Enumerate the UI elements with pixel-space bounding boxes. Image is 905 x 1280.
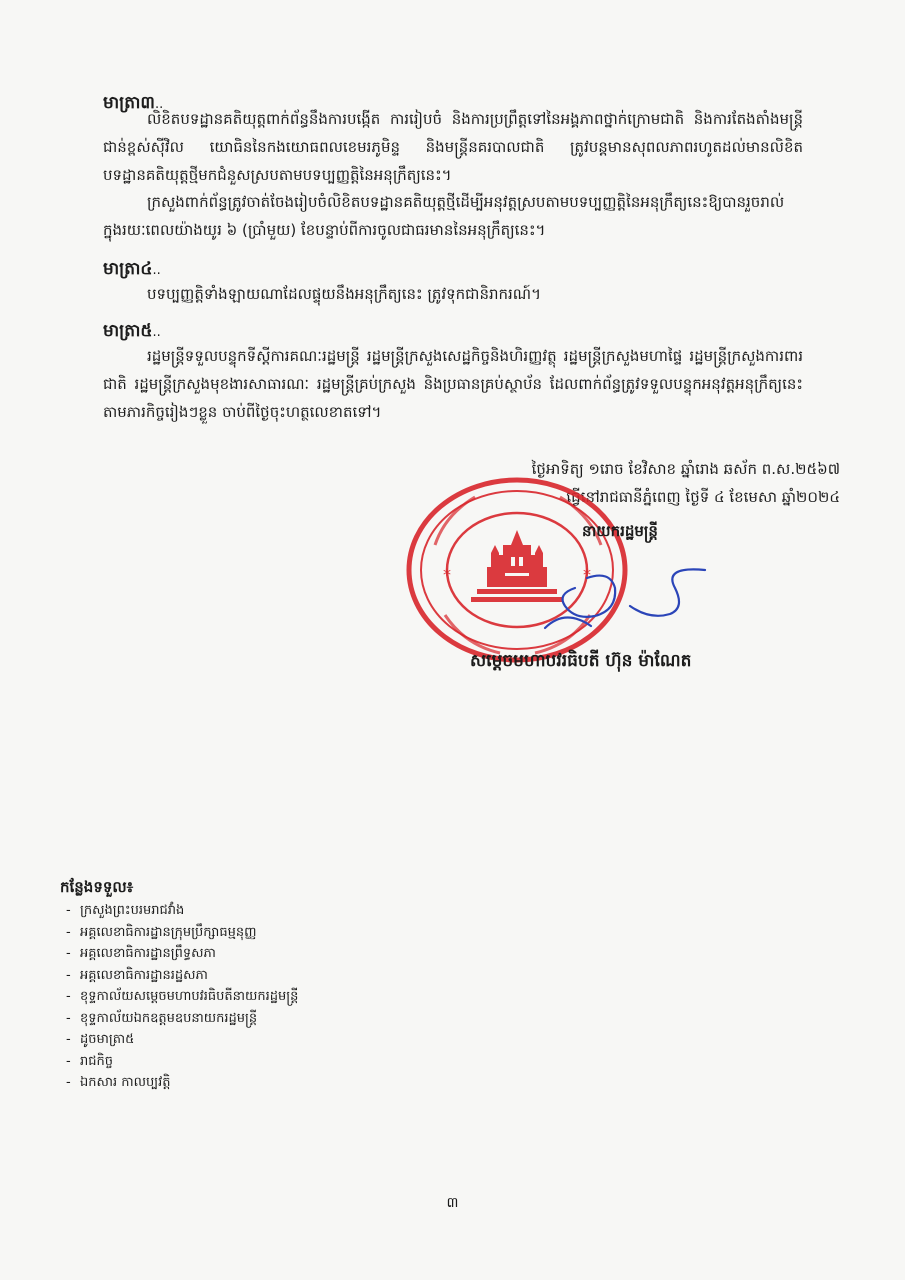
list-item: - ខុទ្ទកាល័យឯកឧត្តមឧបនាយករដ្ឋមន្ត្រី [66,1010,258,1026]
list-item: - អគ្គលេខាធិការដ្ឋានព្រឹទ្ធសភា [66,946,216,961]
article-3-paragraph-1: លិខិតបទដ្ឋានគតិយុត្តពាក់ព័ន្ធនឹងការបង្កើត ការរៀបចំ និងការប្រព្រឹត្តទៅនៃអង្គភាពថ្នាក់ក្រោមជាតិ និងការតែងតាំងមន្ត្រីជាន់ខ្ពស់ស៊ីវិល យោធិននៃកងយោធពលខេមរភូមិន្ទ និងមន្ត្រីនគរបាលជាតិ ត្រូវបន្តមានសុពលភាពរហូតដល់មានលិខិតបទដ្ឋានគតិយុត្តថ្មីមកជំនួសស្របតាមបទប្បញ្ញត្តិនៃអនុក្រឹត្យនេះ។ [103,110,803,184]
recipients-title: កន្លែងទទួល៖ [60,878,134,896]
list-item: - ឯកសារ កាលប្បវត្តិ [66,1075,171,1090]
article-5-paragraph-1: រដ្ឋមន្ត្រីទទួលបន្ទុកទីស្តីការគណៈរដ្ឋមន្ត្រី រដ្ឋមន្ត្រីក្រសួងសេដ្ឋកិច្ចនិងហិរញ្ញវត្ថុ រដ្ឋមន្ត្រីក្រសួងមហាផ្ទៃ រដ្ឋមន្ត្រីក្រសួងការពារជាតិ រដ្ឋមន្ត្រីក្រសួងមុខងារសាធារណៈ រដ្ឋមន្ត្រីគ្រប់ក្រសួង និងប្រធានគ្រប់ស្ថាប័ន ដែលពាក់ព័ន្ធត្រូវទទួលបន្ទុកអនុវត្តអនុក្រឹត្យនេះ តាមភារកិច្ចរៀងៗខ្លួន ចាប់ពីថ្ងៃចុះហត្ថលេខាតទៅ។ [103,347,803,421]
recipients-list [66,900,298,1094]
list-item: - អគ្គលេខាធិការដ្ឋានក្រុមប្រឹក្សាធម្មនុញ្ញ [66,924,257,940]
signer-title: នាយករដ្ឋមន្ត្រី [582,522,658,540]
handwritten-signature [535,548,720,638]
svg-text:*: * [443,565,451,584]
list-item: - ដូចមាត្រា៥ [66,1032,135,1047]
list-item: - រាជកិច្ច [66,1053,114,1069]
list-item: - អគ្គលេខាធិការដ្ឋានរដ្ឋសភា [66,967,208,983]
article-4-heading: មាត្រា៤.. [103,259,161,279]
lunar-date: ថ្ងៃអាទិត្យ ១រោច ខែវិសាខ ឆ្នាំរោង ឆស័ក ព.ស.២៥៦៧ [531,460,840,478]
signer-name: សម្តេចមហាបវរធិបតី ហ៊ុន ម៉ាណែត [470,651,692,671]
svg-text:*: * [583,565,591,584]
article-3-paragraph-2: ក្រសួងពាក់ព័ន្ធត្រូវចាត់ចែងរៀបចំលិខិតបទដ្ឋានគតិយុត្តថ្មីដើម្បីអនុវត្តស្របតាមបទប្បញ្ញត្តិនៃអនុក្រឹត្យនេះឱ្យបានរួចរាល់ក្នុងរយៈពេលយ៉ាងយូរ ៦ (ប្រាំមួយ) ខែបន្ទាប់ពីការចូលជាធរមាននៃអនុក្រឹត្យនេះ។ [103,193,785,239]
article-4-paragraph-1: បទប្បញ្ញត្តិទាំងឡាយណាដែលផ្ទុយនឹងអនុក្រឹត្យនេះ ត្រូវទុកជានិរាករណ៍។ [147,285,541,303]
list-item: - ក្រសួងព្រះបរមរាជវាំង [66,903,185,918]
list-item: - ខុទ្ទកាល័យសម្តេចមហាបវរធិបតីនាយករដ្ឋមន្ត្រី [66,989,299,1004]
page-number: ៣ [446,1195,459,1211]
article-5-heading: មាត្រា៥.. [103,321,161,341]
article-3-heading: មាត្រា៣.. [103,93,164,113]
solar-date: ធ្វើនៅរាជធានីភ្នំពេញ ថ្ងៃទី ៤ ខែមេសា ឆ្នាំ២០២៤ [566,488,840,506]
